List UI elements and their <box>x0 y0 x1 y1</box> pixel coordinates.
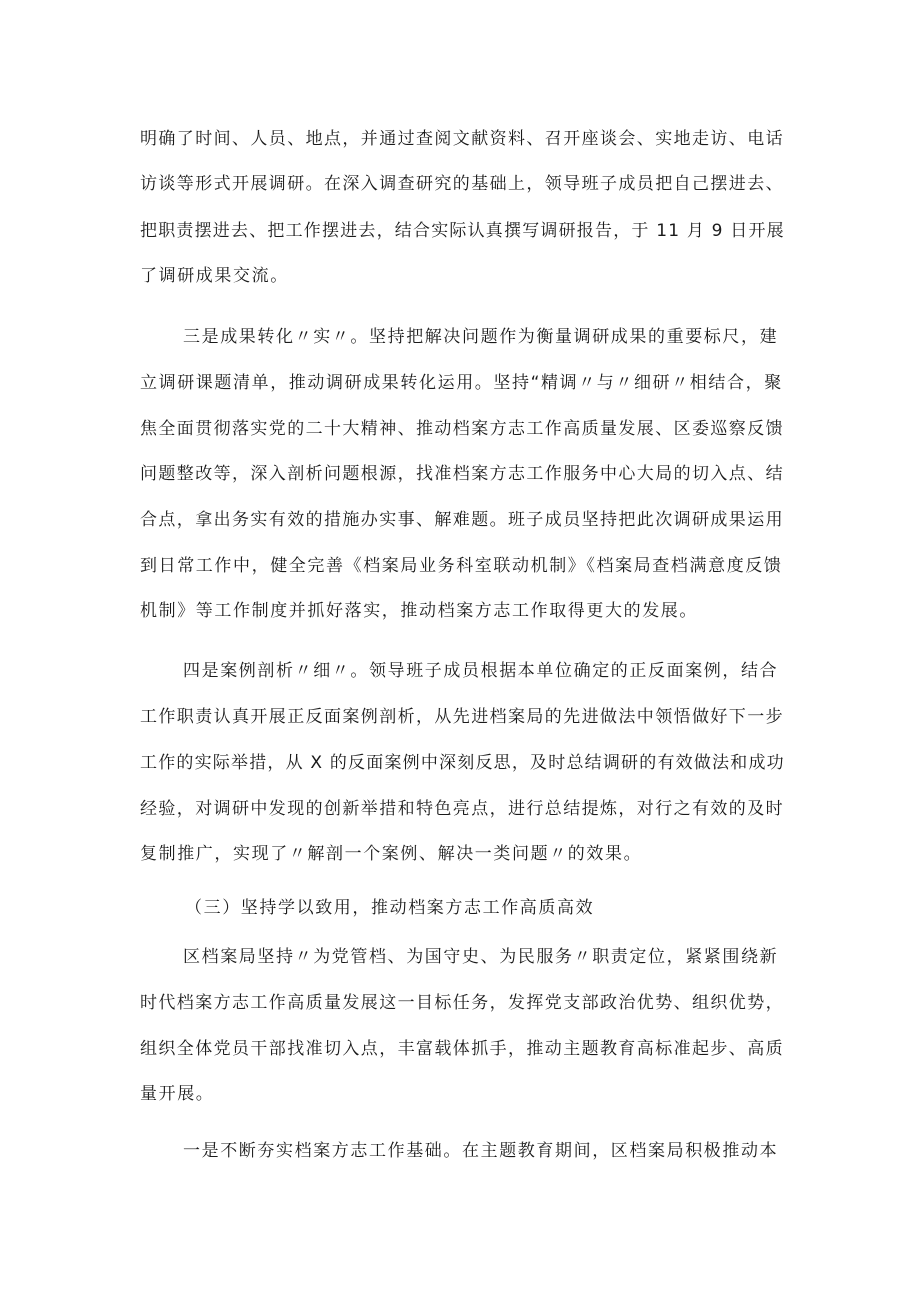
text-line: 立调研课题清单，推动调研成果转化运用。坚持“精调〃与〃细研〃相结合，聚 <box>140 373 783 393</box>
text-line: 一是不断夯实档案方志工作基础。在主题教育期间，区档案局积极推动本 <box>183 1141 779 1161</box>
text-line: 焦全面贯彻落实党的二十大精神、推动档案方志工作高质量发展、区委巡察反馈 <box>140 419 784 439</box>
text-line: 四是案例剖析〃细〃。领导班子成员根据本单位确定的正反面案例，结合 <box>183 661 779 681</box>
text-line: 把职责摆进去、把工作摆进去，结合实际认真撰写调研报告，于 11 月 9 日开展 <box>140 221 785 241</box>
text-line: 三是成果转化〃实〃。坚持把解决问题作为衡量调研成果的重要标尺，建 <box>183 327 779 347</box>
text-line: 工作的实际举措，从 X 的反面案例中深刻反思，及时总结调研的有效做法和成功 <box>140 753 785 773</box>
text-line: 时代档案方志工作高质量发展这一目标任务，发挥党支部政治优势、组织优势， <box>140 993 784 1013</box>
text-line: 访谈等形式开展调研。在深入调查研究的基础上，领导班子成员把自己摆进去、 <box>140 174 784 194</box>
text-line: 合点，拿出务实有效的措施办实事、解难题。班子成员坚持把此次调研成果运用 <box>140 510 784 530</box>
text-line: 了调研成果交流。 <box>140 266 289 286</box>
text-line: 量开展。 <box>140 1084 215 1104</box>
text-line: 经验，对调研中发现的创新举措和特色亮点，进行总结提炼，对行之有效的及时 <box>140 799 784 819</box>
text-line: 复制推广，实现了〃解剖一个案例、解决一类问题〃的效果。 <box>140 844 643 864</box>
text-line: 问题整改等，深入剖析问题根源，找准档案方志工作服务中心大局的切入点、结 <box>140 464 784 484</box>
text-line: 机制》等工作制度并抓好落实，推动档案方志工作取得更大的发展。 <box>140 601 698 621</box>
text-line: 区档案局坚持〃为党管档、为国守史、为民服务〃职责定位，紧紧围绕新 <box>183 947 779 967</box>
text-line: 明确了时间、人员、地点，并通过查阅文献资料、召开座谈会、实地走访、电话 <box>140 129 784 149</box>
text-line: 到日常工作中，健全完善《档案局业务科室联动机制》《档案局查档满意度反馈 <box>140 556 783 576</box>
text-line: 工作职责认真开展正反面案例剖析，从先进档案局的先进做法中领悟做好下一步 <box>140 707 784 727</box>
section-heading: （三）坚持学以致用，推动档案方志工作高质高效 <box>185 898 595 918</box>
text-line: 组织全体党员干部找准切入点，丰富载体抓手，推动主题教育高标准起步、高质 <box>140 1039 784 1059</box>
